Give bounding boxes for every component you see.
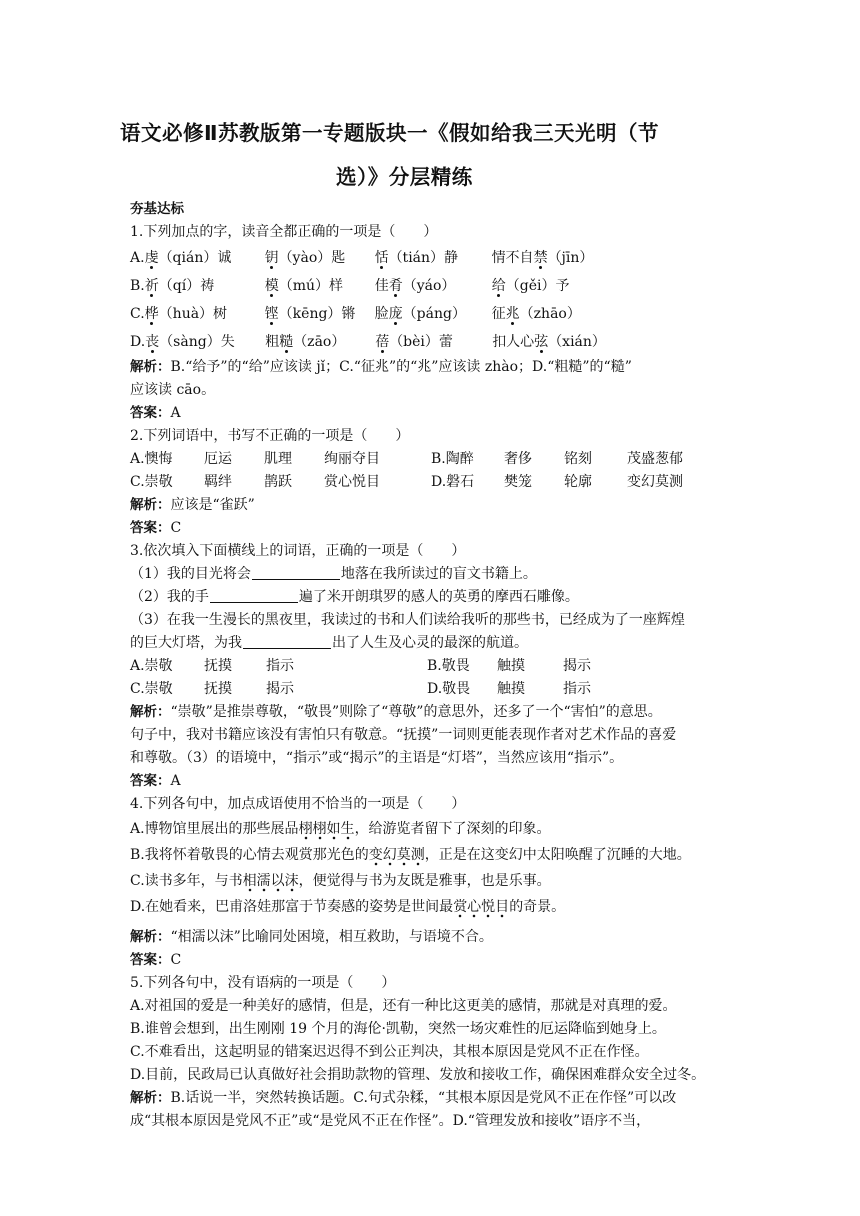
question-2-row-2: C.崇敬 羁绊 鹊跃 赏心悦目 D.磐石 樊笼 轮廓 变幻莫测 [130, 474, 683, 490]
question-3-sentence-1: （1）我的目光将会 地落在我所读过的盲文书籍上。 [130, 566, 537, 582]
question-1-answer: 答案：A [130, 405, 181, 421]
document-title-line-2: 选）》分层精练 [336, 165, 473, 189]
question-5-analysis: 解析：B.话说一半，突然转换话题。C.句式杂糅，“其根本原因是党风不正在作怪”可以改 [130, 1090, 677, 1106]
fill-blank [252, 565, 340, 580]
question-2-analysis: 解析：应该是“雀跃” [130, 497, 255, 513]
question-3-analysis-cont-1: 句子中，我对书籍应该没有害怕只有敬意。“抚摸”一词则更能表现作者对艺术作品的喜爱 [130, 727, 677, 743]
question-5-analysis-cont: 成“其根本原因是党风不正”或“是党风不正在作怪”。D.“管理发放和接收”语序不当， [130, 1113, 651, 1129]
question-3-sentence-3: （3）在我一生漫长的黑夜里，我读过的书和人们读给我听的那些书，已经成为了一座辉煌 [130, 612, 685, 628]
question-4-option-b: B.我将怀着敬畏的心情去观赏那光色的变幻莫测，正是在这变幻中太阳唤醒了沉睡的大地。 [130, 842, 730, 868]
document-title-line-1: 语文必修Ⅱ苏教版第一专题版块一《假如给我三天光明（节 [120, 121, 660, 145]
question-1-option-a: A.虔（qián）诚 钥（yào）匙 恬（tián）静 情不自禁（jīn） [130, 250, 594, 266]
question-4-analysis: 解析：“相濡以沫”比喻同处困境，相互救助，与语境不合。 [130, 929, 493, 945]
dotted-idiom: 赏心悦目 [453, 899, 509, 918]
question-3-options-ab: A.崇敬 抚摸 指示 B.敬畏 触摸 揭示 [130, 658, 591, 674]
section-heading: 夯基达标 [130, 201, 184, 217]
question-5-option-d: D.目前，民政局已认真做好社会捐助款物的管理、发放和接收工作，确保困难群众安全过冬。 [130, 1067, 706, 1083]
question-3-analysis-cont-2: 和尊敬。（3）的语境中，“指示”或“揭示”的主语是“灯塔”，当然应该用“指示”。 [130, 750, 624, 766]
question-1-option-b: B.祈（qí）祷 模（mú）样 佳肴（yáo） 给（gěi）予 [130, 278, 570, 294]
question-1-option-c: C.桦（huà）树 铿（kēng）锵 脸庞（páng） 征兆（zhāo） [130, 306, 581, 322]
question-2-row-1: A.懊悔 厄运 肌理 绚丽夺目 B.陶醉 奢侈 铭刻 茂盛葱郁 [130, 451, 683, 467]
question-4-stem: 4.下列各句中，加点成语使用不恰当的一项是（ ） [130, 796, 466, 812]
question-1-option-d: D.丧（sàng）失 粗糙（zāo） 蓓（bèi）蕾 扣人心弦（xián） [130, 334, 606, 350]
dotted-idiom: 变幻莫测 [369, 847, 425, 866]
question-3-sentence-2: （2）我的手 遍了米开朗琪罗的感人的英勇的摩西石雕像。 [130, 589, 579, 605]
question-1-analysis-cont: 应该读 cāo。 [130, 382, 216, 398]
question-2-stem: 2.下列词语中，书写不正确的一项是（ ） [130, 428, 410, 444]
question-5-option-a: A.对祖国的爱是一种美好的感情，但是，还有一种比这更美的感情，那就是对真理的爱。 [130, 998, 677, 1014]
question-5-option-b: B.谁曾会想到，出生刚刚 19 个月的海伦·凯勒，突然一场灾难性的厄运降临到她身上。 [130, 1021, 666, 1037]
question-5-option-c: C.不难看出，这起明显的错案迟迟得不到公正判决，其根本原因是党风不正在作怪。 [130, 1044, 649, 1060]
dotted-idiom: 栩栩如生 [299, 821, 355, 840]
question-3-options-cd: C.崇敬 抚摸 揭示 D.敬畏 触摸 指示 [130, 681, 591, 697]
question-3-stem: 3.依次填入下面横线上的词语，正确的一项是（ ） [130, 543, 466, 559]
question-5-stem: 5.下列各句中，没有语病的一项是（ ） [130, 975, 396, 991]
question-4-option-a: A.博物馆里展出的那些展品栩栩如生，给游览者留下了深刻的印象。 [130, 816, 730, 842]
question-4-answer: 答案：C [130, 952, 182, 968]
question-3-answer: 答案：A [130, 773, 181, 789]
fill-blank [243, 634, 331, 649]
document-body [130, 198, 730, 1133]
question-1-stem: 1.下列加点的字，读音全都正确的一项是（ ） [130, 224, 438, 240]
question-1-analysis: 解析：B.“给予”的“给”应该读 jǐ；C.“征兆”的“兆”应该读 zhào；D.“粗糙”的“糙” [130, 359, 632, 375]
dotted-idiom: 相濡以沫 [243, 873, 299, 892]
fill-blank [210, 588, 298, 603]
question-3-sentence-3-cont: 的巨大灯塔，为我 出了人生及心灵的最深的航道。 [130, 635, 528, 651]
question-4-option-d: D.在她看来，巴甫洛娃那富于节奏感的姿势是世间最赏心悦目的奇景。 [130, 894, 730, 920]
question-2-answer: 答案：C [130, 520, 182, 536]
question-4-option-c: C.读书多年，与书相濡以沫，便觉得与书为友既是雅事，也是乐事。 [130, 868, 730, 894]
question-3-analysis: 解析：“崇敬”是推崇尊敬，“敬畏”则除了“尊敬”的意思外，还多了一个“害怕”的意思。 [130, 704, 662, 720]
